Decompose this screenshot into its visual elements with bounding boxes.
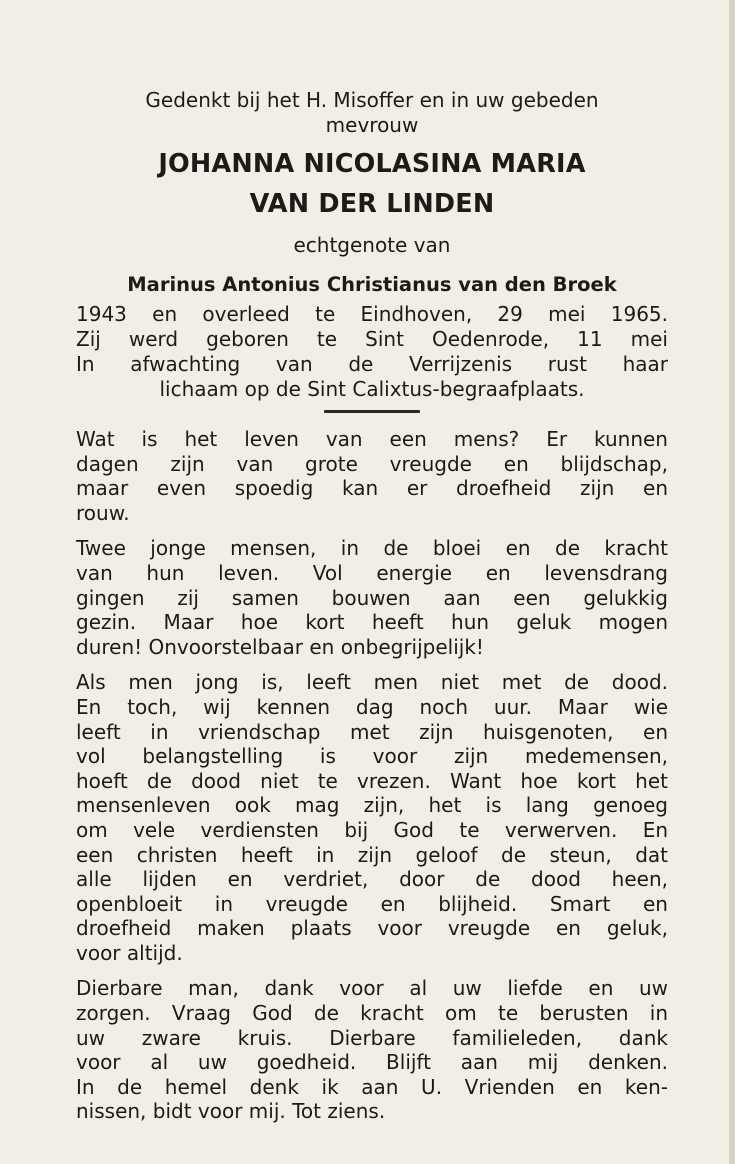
text-line: om vele verdiensten bij God te verwerven. En xyxy=(76,817,668,842)
text-line: voor al uw goedheid. Blijft aan mij denken. xyxy=(76,1050,668,1075)
title-mevrouw: mevrouw xyxy=(325,113,419,137)
details-line: lichaam op de Sint Calixtus-begraafplaats. xyxy=(159,377,585,401)
details-line: In afwachting van de Verrijzenis rust haar xyxy=(76,352,668,376)
text-line: Twee jonge mensen, in de bloei en de kracht xyxy=(76,536,668,561)
paragraph-life xyxy=(76,427,668,525)
text-line: dagen zijn van grote vreugde en blijdschap, xyxy=(76,451,668,476)
text-line: rouw. xyxy=(76,500,130,525)
deceased-name-line-1: JOHANNA NICOLASINA MARIA xyxy=(158,149,586,179)
divider-line xyxy=(324,410,420,413)
spouse-label: echtgenote van xyxy=(293,233,451,257)
spouse-name: Marinus Antonius Christianus van den Broek xyxy=(127,273,617,296)
details-line: Zij werd geboren te Sint Oedenrode, 11 mei xyxy=(76,327,668,351)
text-line: Dierbare man, dank voor al uw liefde en uw xyxy=(76,976,668,1001)
text-line: nissen, bidt voor mij. Tot ziens. xyxy=(76,1099,386,1124)
details-line: 1943 en overleed te Eindhoven, 29 mei 1965. xyxy=(76,302,668,326)
text-line: droefheid maken plaats voor vreugde en geluk, xyxy=(76,916,668,941)
text-line: gezin. Maar hoe kort heeft hun geluk mogen xyxy=(76,610,668,635)
text-line: leeft in vriendschap met zijn huisgenoten, en xyxy=(76,719,668,744)
text-line: vol belangstelling is voor zijn medemensen, xyxy=(76,744,668,769)
text-line: openbloeit in vreugde en blijheid. Smart en xyxy=(76,891,668,916)
deceased-name-line-2: VAN DER LINDEN xyxy=(249,189,495,219)
paragraph-death xyxy=(76,670,668,965)
text-line: zorgen. Vraag God de kracht om te berusten in xyxy=(76,1001,668,1026)
paragraph-young-couple xyxy=(76,536,668,659)
paragraph-farewell xyxy=(76,976,668,1124)
text-line: uw zware kruis. Dierbare familieleden, dank xyxy=(76,1025,668,1050)
text-line: een christen heeft in zijn geloof de steun, dat xyxy=(76,842,668,867)
card-content xyxy=(76,88,668,1135)
text-line: In de hemel denk ik aan U. Vrienden en ken- xyxy=(76,1074,668,1099)
text-line: alle lijden en verdriet, door de dood heen, xyxy=(76,867,668,892)
text-line: Als men jong is, leeft men niet met de dood. xyxy=(76,670,668,695)
text-line: van hun leven. Vol energie en levensdrang xyxy=(76,560,668,585)
life-details xyxy=(76,302,668,402)
text-line: gingen zij samen bouwen aan een gelukkig xyxy=(76,585,668,610)
text-line: hoeft de dood niet te vrezen. Want hoe kort het xyxy=(76,768,668,793)
intro-line: Gedenkt bij het H. Misoffer en in uw gebeden xyxy=(145,88,599,112)
text-line: maar even spoedig kan er droefheid zijn en xyxy=(76,476,668,501)
text-line: Wat is het leven van een mens? Er kunnen xyxy=(76,427,668,451)
text-line: duren! Onvoorstelbaar en onbegrijpelijk! xyxy=(76,634,484,659)
text-line: mensenleven ook mag zijn, het is lang genoeg xyxy=(76,793,668,818)
text-line: voor altijd. xyxy=(76,940,183,965)
text-line: En toch, wij kennen dag noch uur. Maar wie xyxy=(76,694,668,719)
